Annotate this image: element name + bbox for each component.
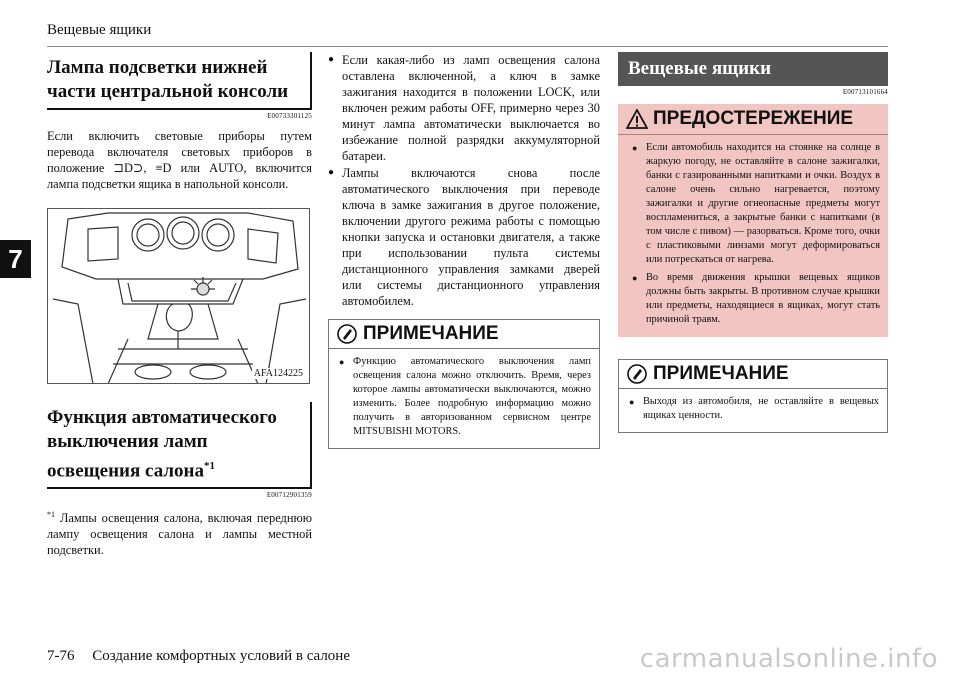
- footnote-mark: *1: [47, 510, 55, 520]
- warning-box: [618, 104, 888, 337]
- footnote-text: Лампы освещения салона, включая переднюю лампу освещения салона и лампы местной подсветки.: [47, 511, 312, 558]
- page-number: 7-76: [47, 648, 75, 664]
- auto-off-bullets: [328, 52, 600, 309]
- watermark: carmanualsonline.info: [639, 644, 938, 674]
- warning-title: ПРЕДОСТЕРЕЖЕНИЕ: [653, 108, 854, 129]
- chapter-title: Создание комфортных условий в салоне: [92, 648, 350, 664]
- chapter-tab[interactable]: 7: [0, 240, 31, 278]
- list-item: ● Во время движения крышки вещевых ящиков должны быть закрыты. В противном случае крышки или предметы, находящиеся в ящиках, могут стать причиной травм.: [632, 271, 880, 327]
- list-item: ● Если какая-либо из ламп освещения салона оставлена включенной, а ключ в замке зажигания находится в положении LOCK, или включен режим работы OFF, примерно через 30 минут лампа автоматически выключается во избежание полной разрядки аккумуляторной батареи.: [328, 52, 600, 164]
- page-footer: [47, 648, 350, 665]
- console-lamp-paragraph: Если включить световые приборы путем перевода включателя световых приборов в положение ⊐D⊃, ≡D или AUTO, включится лампа подсветки ящика в напольной консоли.: [47, 129, 312, 191]
- list-item: ● Если автомобиль находится на стоянке на солнце в жаркую погоду, не оставляйте в салоне зажигалки, банки с газированными напитками и очки. Воздух в салоне очень сильно нагревается, поэтому зажигалки и другие огнеопасные предметы могут воспламениться, а закрытые банки с напитками (в том числе с пивом) — разорваться. Кроме того, очки с пластиковыми линзами могут деформироваться или потрескаться от нагрева.: [632, 141, 880, 267]
- warning-header: [618, 104, 888, 135]
- column-middle: [328, 52, 600, 449]
- section-code: E00713101664: [842, 88, 888, 96]
- note-list: [329, 349, 599, 448]
- column-right: [618, 52, 888, 433]
- note-header: [619, 360, 887, 389]
- list-item: ● Выходя из автомобиля, не оставляйте в вещевых ящиках ценности.: [629, 395, 879, 423]
- running-title: Вещевые ящики: [47, 22, 152, 38]
- section-title-auto-off: [47, 402, 312, 489]
- list-item: ● Лампы включаются снова после автоматического выключения при переводе ключа в замке зажигания в другое положение, включении другого режима работы с помощью кнопки запуска и остановки двигателя, а также при использовании пульта системы дистанционного управления замками дверей или системы дистанционного управления автомобилем.: [328, 165, 600, 309]
- note-list: [619, 389, 887, 432]
- top-rule: [47, 46, 888, 47]
- column-left: [47, 52, 312, 558]
- warning-list: [618, 135, 888, 327]
- pencil-icon: [337, 324, 357, 344]
- warning-triangle-icon: [626, 109, 648, 129]
- section-code: E00733301125: [267, 112, 312, 120]
- auto-off-title-text: Функция автоматического выключения ламп освещения салона: [47, 407, 277, 482]
- section-code: E00712901359: [266, 491, 312, 500]
- note-box: [328, 319, 600, 449]
- auto-off-title-sup: *1: [203, 460, 215, 472]
- footnote-paragraph: [47, 507, 312, 558]
- note-title: ПРИМЕЧАНИЕ: [363, 323, 499, 344]
- console-illustration: [47, 208, 310, 384]
- list-item: ● Функцию автоматического выключения ламп освещения салона можно отключить. Время, через которое лампы автоматически выключаются, можно изменить. Более подробную информацию можно получить в авторизованном сервисном центре MITSUBISHI MOTORS.: [339, 355, 591, 439]
- pencil-icon: [627, 364, 647, 384]
- note-box: [618, 359, 888, 433]
- note-title: ПРИМЕЧАНИЕ: [653, 363, 789, 384]
- note-header: [329, 320, 599, 349]
- figure-caption: AFA124225: [253, 368, 303, 379]
- console-drawing-icon: [48, 209, 310, 384]
- section-title-storage: Вещевые ящики: [618, 52, 888, 86]
- section-title-console-lamp: Лампа подсветки нижней части центральной консоли: [47, 52, 312, 110]
